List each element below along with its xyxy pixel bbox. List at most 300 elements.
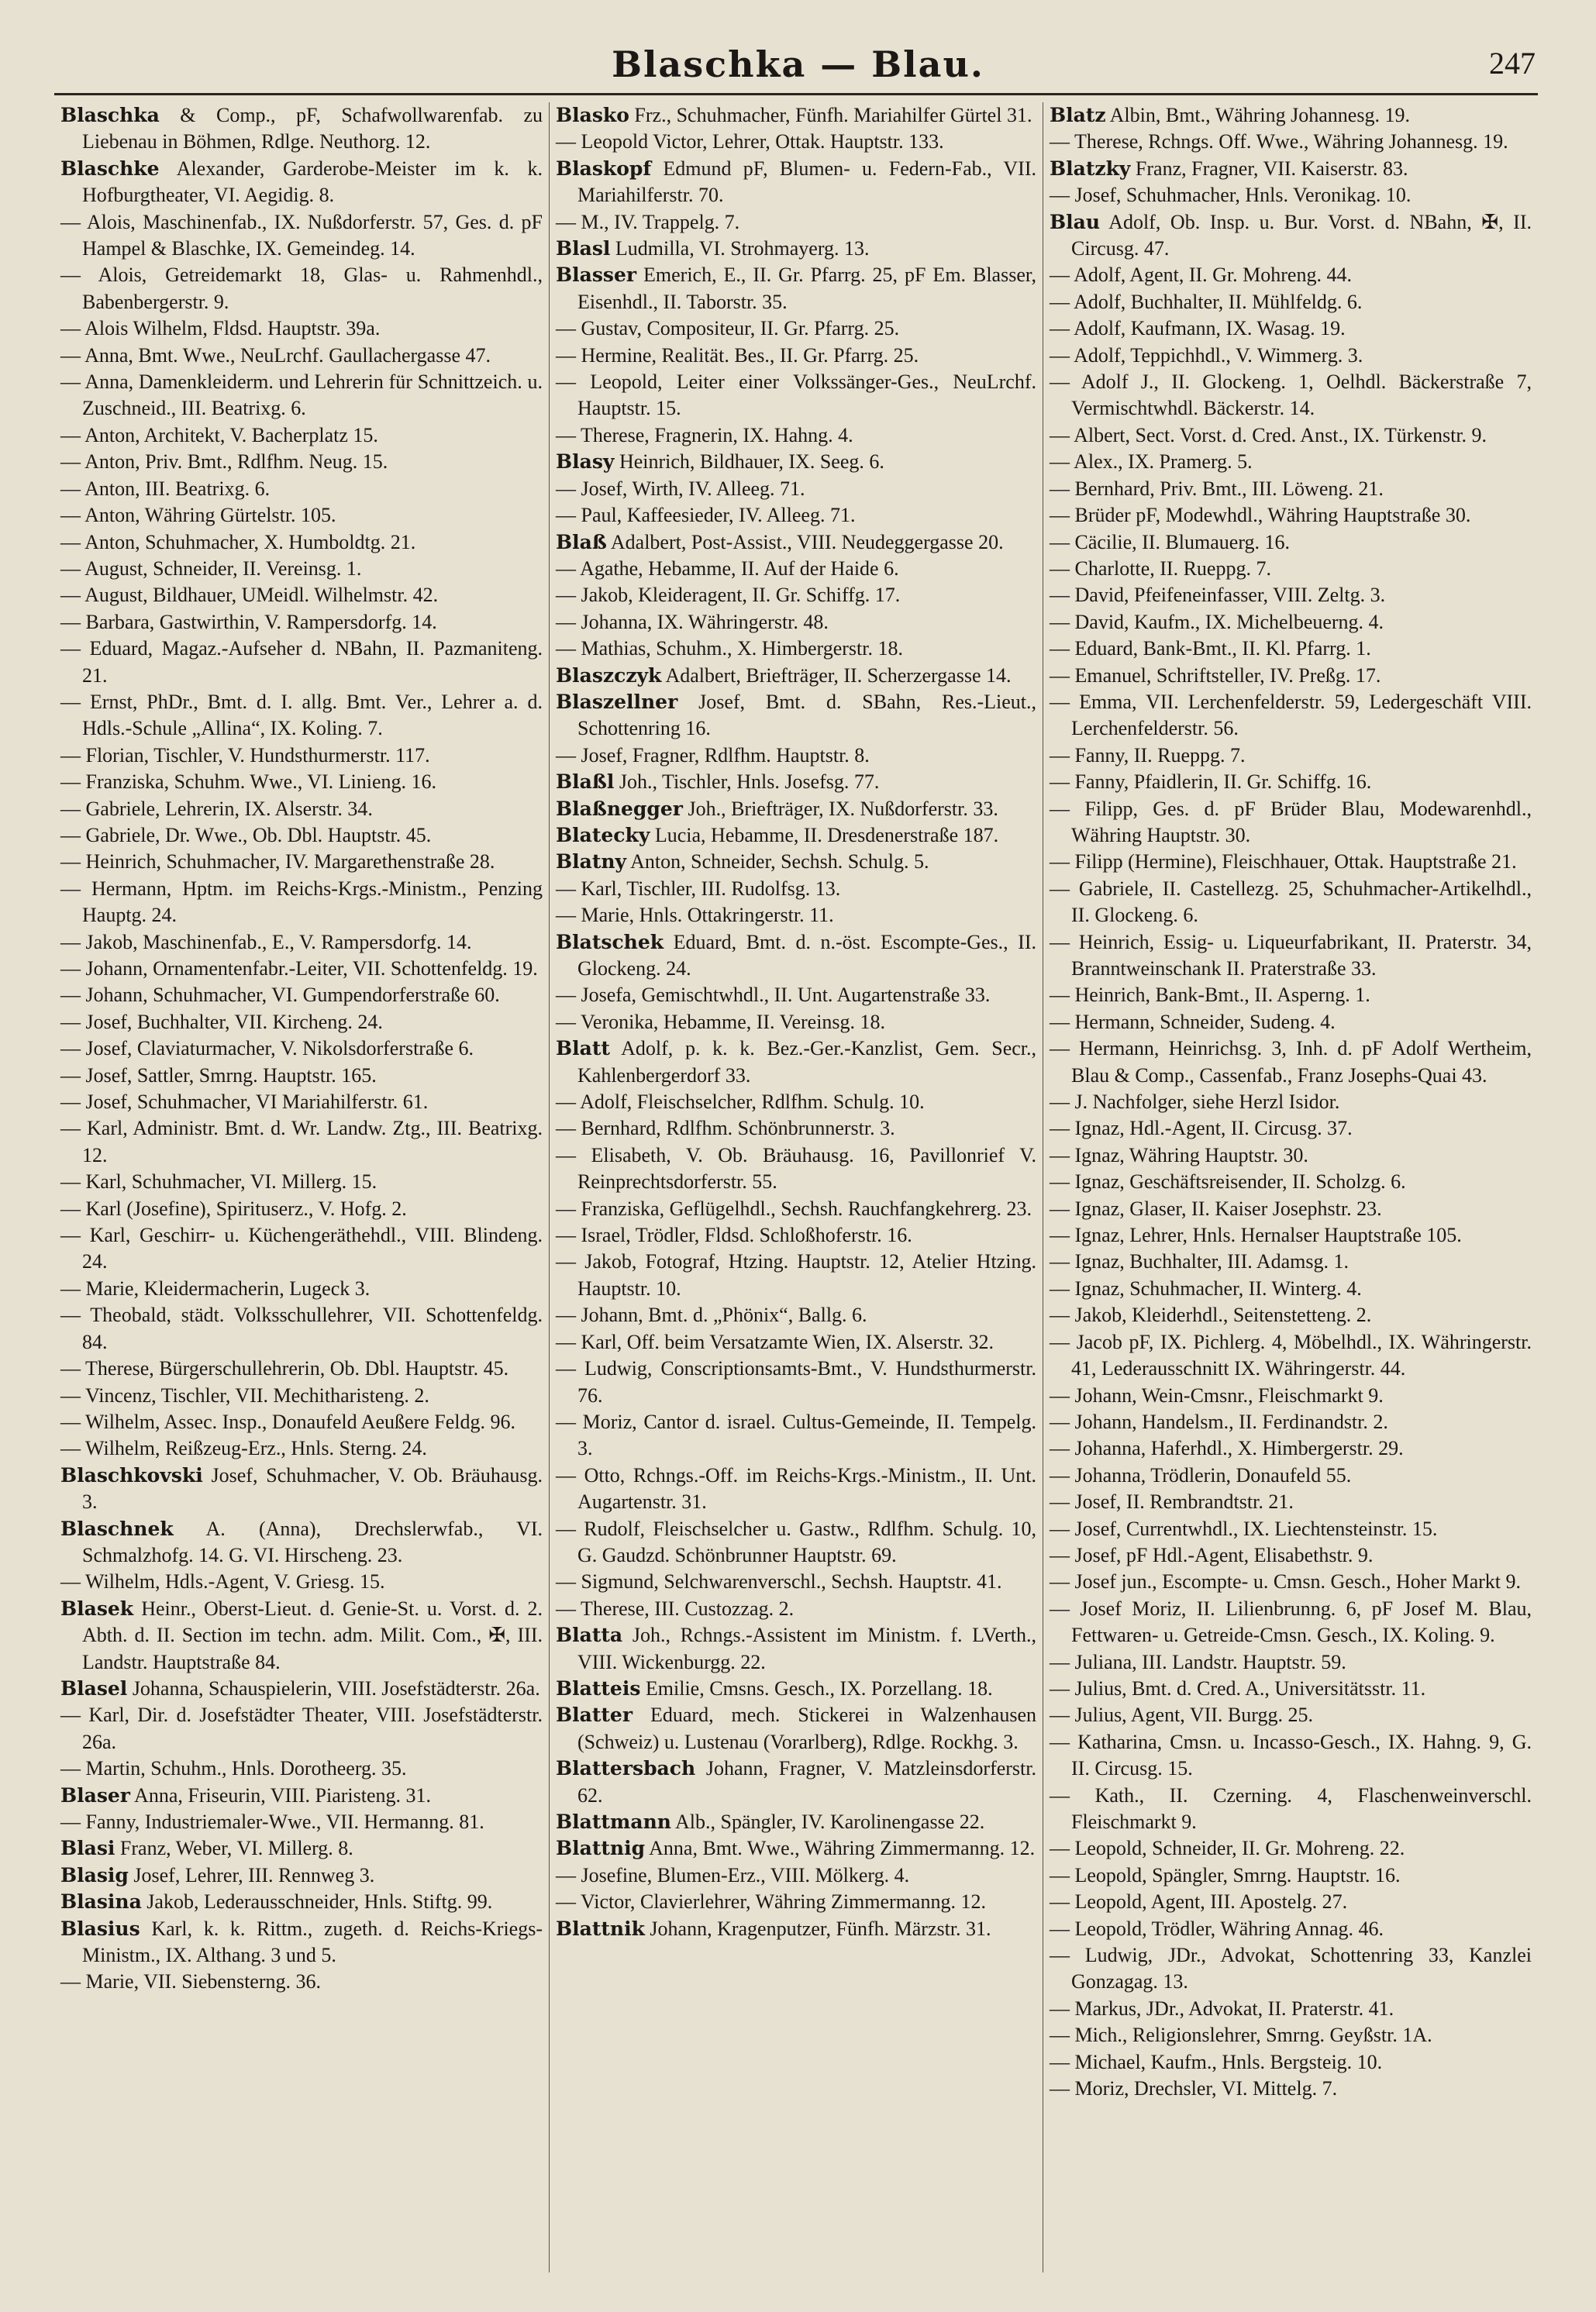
entry-text: Josef, Schuhmacher, V. Ob. Bräuhausg. 3. bbox=[82, 1463, 543, 1514]
directory-entry bbox=[556, 1702, 1036, 1756]
directory-entry bbox=[60, 929, 543, 956]
entry-text: — Ignaz, Geschäftsreisender, II. Scholzg. 6. bbox=[1050, 1170, 1406, 1194]
directory-entry bbox=[1050, 369, 1532, 422]
entry-text: — Therese, Fragnerin, IX. Hahng. 4. bbox=[556, 423, 853, 446]
entry-text: — Karl, Administr. Bmt. d. Wr. Landw. Ztg., III. Beatrixg. 12. bbox=[60, 1117, 543, 1166]
entry-text: Heinrich, Bildhauer, IX. Seeg. 6. bbox=[614, 450, 884, 474]
directory-entry bbox=[556, 1862, 1036, 1889]
surname-heading: Blasy bbox=[556, 450, 615, 474]
entry-text: — Therese, Bürgerschullehrerin, Ob. Dbl. Hauptstr. 45. bbox=[60, 1357, 509, 1380]
directory-entry bbox=[60, 982, 543, 1008]
directory-entry bbox=[1050, 315, 1532, 342]
entry-text: — Juliana, III. Landstr. Hauptstr. 59. bbox=[1050, 1650, 1346, 1673]
directory-entry bbox=[1050, 929, 1532, 983]
entry-text: Anna, Bmt. Wwe., Währing Zimmermanng. 12. bbox=[645, 1837, 1036, 1860]
directory-entry bbox=[556, 343, 1036, 369]
entry-text: — Fanny, Industriemaler-Wwe., VII. Hermanng. 81. bbox=[60, 1811, 484, 1833]
entry-text: — Emma, VII. Lerchenfelderstr. 59, Ledergeschäft VIII. Lerchenfelderstr. 56. bbox=[1050, 690, 1532, 740]
directory-entry bbox=[60, 1835, 543, 1862]
directory-entry bbox=[1050, 2049, 1532, 2076]
directory-entry bbox=[60, 1063, 543, 1089]
directory-entry bbox=[556, 982, 1036, 1008]
entry-text: — Johanna, IX. Währingerstr. 48. bbox=[556, 610, 829, 633]
entry-text: — Gabriele, Dr. Wwe., Ob. Dbl. Hauptstr. 45. bbox=[60, 823, 432, 846]
directory-entry bbox=[60, 343, 543, 369]
directory-entry bbox=[60, 476, 543, 502]
surname-heading: Blaschkovski bbox=[60, 1463, 203, 1487]
entry-text: — Josefine, Blumen-Erz., VIII. Mölkerg. 4. bbox=[556, 1863, 910, 1886]
entry-text: — Josef jun., Escompte- u. Cmsn. Gesch., Hoher Markt 9. bbox=[1050, 1570, 1522, 1594]
entry-text: — Paul, Kaffeesieder, IV. Alleeg. 71. bbox=[556, 504, 856, 527]
entry-text: — Fanny, Pfaidlerin, II. Gr. Schiffg. 16. bbox=[1050, 770, 1372, 794]
directory-entry bbox=[60, 1089, 543, 1115]
entry-text: — Josef, Schuhmacher, Hnls. Veronikag. 10. bbox=[1050, 184, 1412, 207]
directory-entry bbox=[556, 1089, 1036, 1115]
directory-entry bbox=[556, 529, 1036, 556]
directory-entry bbox=[60, 1356, 543, 1382]
column-left bbox=[54, 102, 549, 2272]
entry-text: — Leopold, Spängler, Smrng. Hauptstr. 16. bbox=[1050, 1863, 1401, 1886]
directory-entry bbox=[60, 689, 543, 743]
directory-entry bbox=[60, 1916, 543, 1969]
entry-text: Lucia, Hebamme, II. Dresdenerstraße 187. bbox=[650, 823, 999, 846]
entry-text: — Therese, III. Custozzag. 2. bbox=[556, 1597, 795, 1620]
entry-text: Emerich, E., II. Gr. Pfarrg. 25, pF Em. Blasser, Eisenhdl., II. Taborstr. 35. bbox=[577, 264, 1036, 313]
directory-entry bbox=[556, 769, 1036, 795]
entry-text: — Karl, Schuhmacher, VI. Millerg. 15. bbox=[60, 1170, 377, 1194]
entry-text: — Anton, Architekt, V. Bacherplatz 15. bbox=[60, 423, 378, 446]
directory-entry bbox=[1050, 769, 1532, 795]
entry-text: — Julius, Agent, VII. Burgg. 25. bbox=[1050, 1704, 1313, 1727]
directory-entry bbox=[1050, 1729, 1532, 1783]
column-middle bbox=[549, 102, 1043, 2272]
entry-text: — Theobald, städt. Volksschullehrer, VII. Schottenfeldg. 84. bbox=[60, 1304, 543, 1353]
directory-entry bbox=[1050, 1942, 1532, 1996]
entry-text: — Katharina, Cmsn. u. Incasso-Gesch., IX. Hahng. 9, G. II. Circusg. 15. bbox=[1050, 1730, 1532, 1780]
surname-heading: Blasius bbox=[60, 1917, 140, 1940]
entry-text: — Gustav, Compositeur, II. Gr. Pfarrg. 25. bbox=[556, 317, 900, 340]
entry-text: — Karl, Dir. d. Josefstädter Theater, VIII. Josefstädterstr. 26a. bbox=[60, 1704, 543, 1753]
entry-text: Adalbert, Post-Assist., VIII. Neudeggergasse 20. bbox=[606, 530, 1004, 553]
entry-text: Josef, Lehrer, III. Rennweg 3. bbox=[128, 1863, 375, 1886]
entry-text: — Leopold, Leiter einer Volkssänger-Ges., NeuLrchf. Hauptstr. 15. bbox=[556, 370, 1036, 420]
entry-text: — Wilhelm, Assec. Insp., Donaufeld Aeußere Feldg. 96. bbox=[60, 1410, 515, 1433]
directory-entry bbox=[60, 1783, 543, 1809]
entry-text: Karl, k. k. Rittm., zugeth. d. Reichs-Kriegs-Ministm., IX. Althang. 3 und 5. bbox=[82, 1917, 543, 1967]
directory-entry bbox=[1050, 1916, 1532, 1942]
directory-entry bbox=[1050, 1783, 1532, 1836]
entry-text: — Josef, Fragner, Rdlfhm. Hauptstr. 8. bbox=[556, 743, 870, 767]
entry-text: — Rudolf, Fleischselcher u. Gastw., Rdlfhm. Schulg. 10, G. Gaudzd. Schönbrunner Hauptstr. 69. bbox=[556, 1517, 1036, 1566]
directory-entry bbox=[60, 156, 543, 209]
entry-text: — Leopold, Agent, III. Apostelg. 27. bbox=[1050, 1890, 1348, 1914]
entry-text: — Marie, Hnls. Ottakringerstr. 11. bbox=[556, 904, 834, 927]
surname-heading: Blatz bbox=[1050, 104, 1106, 126]
entry-text: — Alex., IX. Pramerg. 5. bbox=[1050, 450, 1253, 474]
entry-text: — Hermann, Heinrichsg. 3, Inh. d. pF Adolf Wertheim, Blau & Comp., Cassenfab., Franz Josephs-Quai 43. bbox=[1050, 1037, 1532, 1087]
entry-text: — Anton, III. Beatrixg. 6. bbox=[60, 477, 271, 500]
directory-entry bbox=[60, 1302, 543, 1356]
entry-text: — Jakob, Kleiderhdl., Seitenstetteng. 2. bbox=[1050, 1304, 1372, 1327]
directory-entry bbox=[60, 1222, 543, 1276]
entry-text: — Agathe, Hebamme, II. Auf der Haide 6. bbox=[556, 556, 899, 580]
directory-entry bbox=[556, 929, 1036, 983]
directory-entry bbox=[60, 1969, 543, 1995]
directory-entry bbox=[60, 636, 543, 689]
directory-entry bbox=[556, 502, 1036, 529]
entry-text: — Hermann, Hptm. im Reichs-Krgs.-Ministm., Penzing Hauptg. 24. bbox=[60, 877, 543, 927]
surname-heading: Blaschke bbox=[60, 157, 160, 180]
entry-text: Franz, Weber, VI. Millerg. 8. bbox=[115, 1837, 353, 1860]
directory-entry bbox=[1050, 663, 1532, 689]
running-head: Blaschka — Blau. bbox=[612, 43, 984, 85]
directory-entry bbox=[1050, 502, 1532, 529]
directory-entry bbox=[556, 663, 1036, 689]
entry-text: Heinr., Oberst-Lieut. d. Genie-St. u. Vorst. d. 2. Abth. d. II. Section im techn. adm. Milit. Com., ✠, III. Landstr. Hauptstraße 84. bbox=[82, 1597, 543, 1673]
directory-entry bbox=[60, 1196, 543, 1222]
directory-entry bbox=[1050, 849, 1532, 875]
directory-entry bbox=[556, 609, 1036, 636]
directory-entry bbox=[556, 1302, 1036, 1328]
entry-text: — Veronika, Hebamme, II. Vereinsg. 18. bbox=[556, 1010, 886, 1033]
entry-text: — Heinrich, Essig- u. Liqueurfabrikant, II. Praterstr. 34, Branntweinschank II. Praterstraße 33. bbox=[1050, 930, 1532, 980]
surname-heading: Blaser bbox=[60, 1783, 130, 1807]
directory-entry bbox=[1050, 1276, 1532, 1302]
entry-text: Josef, Bmt. d. SBahn, Res.-Lieut., Schottenring 16. bbox=[577, 690, 1036, 740]
surname-heading: Blaschnek bbox=[60, 1517, 174, 1540]
surname-heading: Blatteis bbox=[556, 1676, 641, 1700]
directory-entry bbox=[556, 636, 1036, 662]
directory-entry bbox=[1050, 1169, 1532, 1195]
directory-entry bbox=[556, 1569, 1036, 1595]
directory-entry bbox=[556, 1756, 1036, 1809]
entry-text: — Jacob pF, IX. Pichlerg. 4, Möbelhdl., IX. Währingerstr. 41, Lederausschnitt IX. Währingerstr. 44. bbox=[1050, 1330, 1532, 1380]
entry-text: Alb., Spängler, IV. Karolinengasse 22. bbox=[670, 1811, 985, 1833]
surname-heading: Blatschek bbox=[556, 930, 664, 953]
directory-entry bbox=[556, 1409, 1036, 1463]
surname-heading: Blaszellner bbox=[556, 690, 678, 713]
entry-text: — Josef, Wirth, IV. Alleeg. 71. bbox=[556, 477, 805, 500]
entry-text: Franz, Fragner, VII. Kaiserstr. 83. bbox=[1130, 157, 1408, 180]
surname-heading: Blasko bbox=[556, 104, 629, 126]
entry-text: — Franziska, Schuhm. Wwe., VI. Linieng. 16. bbox=[60, 770, 437, 794]
directory-entry bbox=[1050, 1596, 1532, 1649]
directory-entry bbox=[1050, 1516, 1532, 1542]
surname-heading: Blatny bbox=[556, 850, 627, 873]
directory-entry bbox=[60, 1276, 543, 1302]
entry-text: — Jakob, Maschinenfab., E., V. Rampersdorfg. 14. bbox=[60, 930, 472, 953]
entry-text: — Karl, Tischler, III. Rudolfsg. 13. bbox=[556, 877, 841, 900]
directory-entry bbox=[1050, 876, 1532, 929]
directory-entry bbox=[1050, 209, 1532, 263]
entry-text: — Gabriele, II. Castellezg. 25, Schuhmacher-Artikelhdl., II. Glockeng. 6. bbox=[1050, 877, 1532, 927]
directory-entry bbox=[1050, 1009, 1532, 1035]
directory-entry bbox=[556, 1329, 1036, 1356]
directory-entry bbox=[1050, 1569, 1532, 1595]
directory-entry bbox=[60, 262, 543, 315]
entry-text: — Martin, Schuhm., Hnls. Dorotheerg. 35. bbox=[60, 1757, 407, 1780]
entry-text: — Fanny, II. Rueppg. 7. bbox=[1050, 743, 1246, 767]
entry-text: — Wilhelm, Reißzeug-Erz., Hnls. Sterng. 24. bbox=[60, 1437, 427, 1460]
entry-text: Ludmilla, VI. Strohmayerg. 13. bbox=[610, 237, 870, 260]
entry-text: — Anton, Währing Gürtelstr. 105. bbox=[60, 504, 336, 527]
entry-text: Joh., Briefträger, IX. Nußdorferstr. 33. bbox=[682, 797, 998, 820]
directory-entry bbox=[556, 822, 1036, 849]
directory-entry bbox=[556, 1516, 1036, 1569]
entry-text: — Adolf, Kaufmann, IX. Wasag. 19. bbox=[1050, 317, 1346, 340]
entry-text: — Ignaz, Hdl.-Agent, II. Circusg. 37. bbox=[1050, 1117, 1353, 1140]
directory-entry bbox=[1050, 529, 1532, 556]
entry-text: — Ludwig, Conscriptionsamts-Bmt., V. Hundsthurmerstr. 76. bbox=[556, 1357, 1036, 1407]
entry-text: — Moriz, Drechsler, VI. Mittelg. 7. bbox=[1050, 2077, 1338, 2100]
entry-text: Jakob, Lederausschneider, Hnls. Stiftg. 99. bbox=[141, 1890, 493, 1914]
directory-entry bbox=[556, 1115, 1036, 1142]
directory-entry bbox=[60, 582, 543, 608]
directory-entry bbox=[1050, 1835, 1532, 1862]
entry-text: & Comp., pF, Schafwollwarenfab. zu Liebenau in Böhmen, Rdlge. Neuthorg. 12. bbox=[82, 104, 543, 153]
directory-entry bbox=[1050, 1383, 1532, 1409]
directory-entry bbox=[60, 1676, 543, 1702]
directory-entry bbox=[60, 956, 543, 982]
entry-text: — J. Nachfolger, siehe Herzl Isidor. bbox=[1050, 1091, 1340, 1114]
entry-text: — Charlotte, II. Rueppg. 7. bbox=[1050, 556, 1271, 580]
surname-heading: Blaß bbox=[556, 530, 607, 553]
directory-entry bbox=[556, 1622, 1036, 1676]
entry-text: — M., IV. Trappelg. 7. bbox=[556, 210, 740, 233]
directory-entry bbox=[1050, 1862, 1532, 1889]
directory-entry bbox=[60, 556, 543, 582]
surname-heading: Blaßl bbox=[556, 770, 615, 794]
directory-entry bbox=[1050, 689, 1532, 743]
directory-entry bbox=[556, 102, 1036, 129]
entry-text: — Karl, Geschirr- u. Küchengeräthehdl., VIII. Blindeng. 24. bbox=[60, 1224, 543, 1273]
entry-text: — Hermine, Realität. Bes., II. Gr. Pfarrg. 25. bbox=[556, 343, 919, 367]
entry-text: — Marie, Kleidermacherin, Lugeck 3. bbox=[60, 1277, 371, 1300]
entry-text: Anton, Schneider, Sechsh. Schulg. 5. bbox=[626, 850, 929, 873]
directory-entry bbox=[60, 422, 543, 449]
entry-text: — Josef, Buchhalter, VII. Kircheng. 24. bbox=[60, 1010, 383, 1033]
entry-text: — Brüder pF, Modewhdl., Währing Hauptstraße 30. bbox=[1050, 504, 1471, 527]
directory-entry bbox=[60, 1383, 543, 1409]
directory-entry bbox=[556, 236, 1036, 262]
directory-entry bbox=[1050, 1249, 1532, 1275]
directory-entry bbox=[60, 1809, 543, 1835]
directory-entry bbox=[556, 582, 1036, 608]
directory-entry bbox=[1050, 102, 1532, 129]
directory-entry bbox=[60, 1035, 543, 1062]
entry-text: — Jakob, Fotograf, Htzing. Hauptstr. 12, Atelier Htzing. Hauptstr. 10. bbox=[556, 1250, 1036, 1300]
directory-entry bbox=[556, 1596, 1036, 1622]
entry-text: — Josef, pF Hdl.-Agent, Elisabethstr. 9. bbox=[1050, 1543, 1374, 1566]
directory-entry bbox=[1050, 636, 1532, 662]
directory-entry bbox=[60, 1702, 543, 1756]
entry-text: — Bernhard, Rdlfhm. Schönbrunnerstr. 3. bbox=[556, 1117, 895, 1140]
entry-text: — Albert, Sect. Vorst. d. Cred. Anst., IX. Türkenstr. 9. bbox=[1050, 423, 1487, 446]
directory-entry bbox=[556, 556, 1036, 582]
entry-text: — Hermann, Schneider, Sudeng. 4. bbox=[1050, 1010, 1336, 1033]
surname-heading: Blatter bbox=[556, 1704, 633, 1727]
entry-text: — Julius, Bmt. d. Cred. A., Universitätsstr. 11. bbox=[1050, 1676, 1426, 1700]
directory-entry bbox=[556, 262, 1036, 315]
entry-text: — Heinrich, Schuhmacher, IV. Margarethenstraße 28. bbox=[60, 850, 495, 873]
surname-heading: Blasek bbox=[60, 1597, 134, 1620]
directory-entry bbox=[556, 1009, 1036, 1035]
entry-text: — Eduard, Magaz.-Aufseher d. NBahn, II. Pazmaniteng. 21. bbox=[60, 637, 543, 687]
directory-entry bbox=[60, 1115, 543, 1169]
directory-entry bbox=[556, 1222, 1036, 1249]
entry-text: — Johann, Wein-Cmsnr., Fleischmarkt 9. bbox=[1050, 1383, 1384, 1407]
directory-entry bbox=[1050, 156, 1532, 182]
entry-text: — Josef, II. Rembrandtstr. 21. bbox=[1050, 1490, 1294, 1514]
directory-entry bbox=[1050, 1649, 1532, 1676]
directory-entry bbox=[1050, 1142, 1532, 1169]
entry-text: — Florian, Tischler, V. Hundsthurmerstr. 117. bbox=[60, 743, 430, 767]
directory-entry bbox=[1050, 1302, 1532, 1328]
directory-entry bbox=[60, 1435, 543, 1462]
entry-text: — Josef, Claviaturmacher, V. Nikolsdorferstraße 6. bbox=[60, 1037, 474, 1060]
entry-text: Johann, Kragenputzer, Fünfh. Märzstr. 31. bbox=[644, 1917, 991, 1940]
entry-text: — Leopold Victor, Lehrer, Ottak. Hauptstr. 133. bbox=[556, 130, 944, 153]
entry-text: — Jakob, Kleideragent, II. Gr. Schiffg. 17. bbox=[556, 584, 901, 607]
directory-entry bbox=[556, 1035, 1036, 1089]
surname-heading: Blaskopf bbox=[556, 157, 652, 180]
directory-entry bbox=[60, 529, 543, 556]
directory-entry bbox=[556, 743, 1036, 769]
entry-text: — Adolf J., II. Glockeng. 1, Oelhdl. Bäckerstraße 7, Vermischtwhdl. Bäckerstr. 14. bbox=[1050, 370, 1532, 420]
directory-entry bbox=[556, 369, 1036, 422]
page-number: 247 bbox=[1489, 46, 1536, 81]
directory-entry bbox=[556, 1676, 1036, 1702]
entry-text: Edmund pF, Blumen- u. Federn-Fab., VII. Mariahilferstr. 70. bbox=[577, 157, 1036, 207]
directory-entry bbox=[1050, 476, 1532, 502]
directory-entry bbox=[60, 1463, 543, 1516]
entry-text: Johanna, Schauspielerin, VIII. Josefstädterstr. 26a. bbox=[127, 1676, 540, 1700]
directory-entry bbox=[556, 1356, 1036, 1409]
directory-entry bbox=[60, 209, 543, 263]
directory-entry bbox=[556, 849, 1036, 875]
directory-entry bbox=[556, 1249, 1036, 1302]
directory-entry bbox=[1050, 1435, 1532, 1462]
directory-entry bbox=[60, 1756, 543, 1782]
directory-entry bbox=[556, 449, 1036, 475]
entry-text: — Cäcilie, II. Blumauerg. 16. bbox=[1050, 530, 1291, 553]
surname-heading: Blasser bbox=[556, 264, 637, 287]
entry-text: — Alois Wilhelm, Fldsd. Hauptstr. 39a. bbox=[60, 317, 381, 340]
entry-text: — Therese, Rchngs. Off. Wwe., Währing Johannesg. 19. bbox=[1050, 130, 1508, 153]
entry-text: Eduard, Bmt. d. n.-öst. Escompte-Ges., II. Glockeng. 24. bbox=[577, 930, 1036, 980]
entry-text: — Ignaz, Schuhmacher, II. Winterg. 4. bbox=[1050, 1277, 1362, 1300]
entry-text: — Anna, Damenkleiderm. und Lehrerin für Schnittzeich. u. Zuschneid., III. Beatrixg. 6. bbox=[60, 370, 543, 420]
entry-text: — Eduard, Bank-Bmt., II. Kl. Pfarrg. 1. bbox=[1050, 637, 1371, 660]
directory-entry bbox=[1050, 1889, 1532, 1915]
directory-entry bbox=[60, 102, 543, 156]
entry-text: — Victor, Clavierlehrer, Währing Zimmermanng. 12. bbox=[556, 1890, 986, 1914]
column-right bbox=[1043, 102, 1538, 2272]
surname-heading: Blaszczyk bbox=[556, 663, 662, 687]
directory-entry bbox=[556, 1463, 1036, 1516]
directory-entry bbox=[1050, 449, 1532, 475]
entry-text: Joh., Tischler, Hnls. Josefsg. 77. bbox=[614, 770, 880, 794]
entry-text: — Adolf, Buchhalter, II. Mühlfeldg. 6. bbox=[1050, 290, 1363, 313]
directory-entry bbox=[60, 1169, 543, 1195]
header-rule bbox=[54, 93, 1538, 95]
directory-entry bbox=[556, 1196, 1036, 1222]
directory-entry bbox=[1050, 1222, 1532, 1249]
directory-entry bbox=[1050, 422, 1532, 449]
entry-text: Emilie, Cmsns. Gesch., IX. Porzellang. 18. bbox=[640, 1676, 993, 1700]
entry-text: — Bernhard, Priv. Bmt., III. Löweng. 21. bbox=[1050, 477, 1384, 500]
entry-text: — Heinrich, Bank-Bmt., II. Asperng. 1. bbox=[1050, 984, 1370, 1007]
entry-text: — Markus, JDr., Advokat, II. Praterstr. 41. bbox=[1050, 1997, 1394, 2020]
entry-text: — Adolf, Teppichhdl., V. Wimmerg. 3. bbox=[1050, 343, 1363, 367]
entry-text: — Franziska, Geflügelhdl., Sechsh. Rauchfangkehrerg. 23. bbox=[556, 1197, 1032, 1220]
entry-text: — Johanna, Haferhdl., X. Himbergerstr. 29. bbox=[1050, 1437, 1404, 1460]
directory-entry bbox=[556, 156, 1036, 209]
directory-entry bbox=[60, 502, 543, 529]
directory-entry bbox=[1050, 2022, 1532, 2048]
directory-entry bbox=[1050, 1115, 1532, 1142]
directory-entry bbox=[60, 1596, 543, 1676]
directory-entry bbox=[1050, 1329, 1532, 1383]
surname-heading: Blau bbox=[1050, 210, 1101, 233]
entry-text: — Ernst, PhDr., Bmt. d. I. allg. Bmt. Ver., Lehrer a. d. Hdls.-Schule „Allina“, IX. Koling. 7. bbox=[60, 690, 543, 740]
entry-text: — Leopold, Schneider, II. Gr. Mohreng. 22. bbox=[1050, 1837, 1405, 1860]
directory-entry bbox=[60, 796, 543, 822]
entry-text: — Josef, Schuhmacher, VI Mariahilferstr. 61. bbox=[60, 1091, 429, 1114]
entry-text: — Karl, Off. beim Versatzamte Wien, IX. Alserstr. 32. bbox=[556, 1330, 994, 1353]
entry-text: Adolf, p. k. k. Bez.-Ger.-Kanzlist, Gem. Secr., Kahlenbergerdorf 33. bbox=[577, 1037, 1036, 1087]
surname-heading: Blasi bbox=[60, 1837, 115, 1860]
directory-entry bbox=[60, 609, 543, 636]
entry-text: — Ignaz, Buchhalter, III. Adamsg. 1. bbox=[1050, 1250, 1349, 1273]
directory-entry bbox=[1050, 1409, 1532, 1435]
entry-text: — Elisabeth, V. Ob. Bräuhausg. 16, Pavillonrief V. Reinprechtsdorferstr. 55. bbox=[556, 1143, 1036, 1194]
directory-entry bbox=[556, 209, 1036, 236]
directory-entry bbox=[60, 849, 543, 875]
entry-text: — Moriz, Cantor d. israel. Cultus-Gemeinde, II. Tempelg. 3. bbox=[556, 1410, 1036, 1460]
entry-text: — Johann, Handelsm., II. Ferdinandstr. 2. bbox=[1050, 1410, 1388, 1433]
entry-text: — Josefa, Gemischtwhdl., II. Unt. Augartenstraße 33. bbox=[556, 984, 991, 1007]
directory-entry bbox=[60, 743, 543, 769]
entry-text: — Wilhelm, Hdls.-Agent, V. Griesg. 15. bbox=[60, 1570, 385, 1594]
entry-text: — Filipp (Hermine), Fleischhauer, Ottak. Hauptstraße 21. bbox=[1050, 850, 1517, 873]
surname-heading: Blattnig bbox=[556, 1837, 646, 1860]
directory-entry bbox=[60, 876, 543, 929]
directory-entry bbox=[556, 476, 1036, 502]
entry-text: — Otto, Rchngs.-Off. im Reichs-Krgs.-Ministm., II. Unt. Augartenstr. 31. bbox=[556, 1463, 1036, 1514]
entry-text: — Adolf, Fleischselcher, Rdlfhm. Schulg. 10. bbox=[556, 1091, 925, 1114]
directory-entry bbox=[60, 1569, 543, 1595]
entry-text: — Israel, Trödler, Fldsd. Schloßhoferstr. 16. bbox=[556, 1224, 912, 1247]
entry-text: — David, Kaufm., IX. Michelbeuerng. 4. bbox=[1050, 610, 1384, 633]
directory-entry bbox=[60, 822, 543, 849]
entry-text: — Leopold, Trödler, Währing Annag. 46. bbox=[1050, 1917, 1384, 1940]
directory-entry bbox=[1050, 796, 1532, 849]
surname-heading: Blatt bbox=[556, 1037, 610, 1060]
directory-entry bbox=[556, 1889, 1036, 1915]
surname-heading: Blasig bbox=[60, 1863, 129, 1886]
directory-entry bbox=[60, 1409, 543, 1435]
directory-entry bbox=[60, 369, 543, 422]
directory-entry bbox=[556, 1809, 1036, 1835]
entry-text: — August, Bildhauer, UMeidl. Wilhelmstr. 42. bbox=[60, 584, 439, 607]
directory-entry bbox=[556, 422, 1036, 449]
directory-entry bbox=[1050, 582, 1532, 608]
directory-entry bbox=[60, 1516, 543, 1569]
directory-entry bbox=[1050, 1489, 1532, 1515]
entry-text: Frz., Schuhmacher, Fünfh. Mariahilfer Gürtel 31. bbox=[629, 104, 1032, 126]
directory-entry bbox=[60, 1862, 543, 1889]
